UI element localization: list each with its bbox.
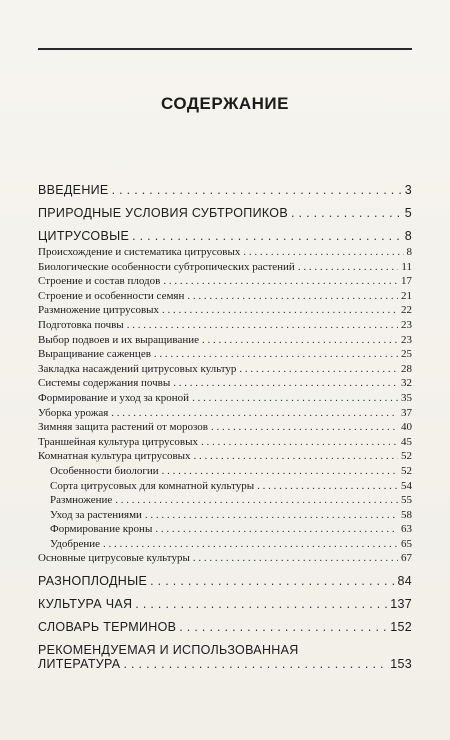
dot-leader (291, 206, 402, 220)
toc-entry-page: 65 (401, 537, 412, 550)
toc-entry[interactable] (38, 406, 412, 421)
toc-entry-label: Уход за растениями (50, 508, 142, 521)
toc-entry-label: Биологические особенности субтропических растений (38, 260, 295, 273)
toc-entry-label: Системы содержания почвы (38, 377, 171, 390)
dot-leader (193, 551, 398, 566)
dot-leader (179, 620, 387, 634)
toc-entry-label: Строение и состав плодов (38, 275, 161, 288)
toc-entry-page: 22 (401, 304, 412, 317)
toc-entry-label-line1: РЕКОМЕНДУЕМАЯ И ИСПОЛЬЗОВАННАЯ (38, 643, 299, 658)
toc-entry-label: Сорта цитрусовых для комнатной культуры (50, 479, 255, 492)
dot-leader (202, 333, 398, 348)
toc-entry[interactable] (38, 260, 412, 275)
toc-entry[interactable] (38, 229, 412, 243)
toc-entry-label: Основные цитрусовые культуры (38, 552, 190, 565)
toc-entry-label: Формирование и уход за кроной (38, 391, 190, 404)
dot-leader (154, 347, 398, 362)
toc-entry[interactable] (38, 551, 412, 566)
toc-entry[interactable] (38, 376, 412, 391)
dot-leader (150, 574, 394, 588)
dot-leader (162, 464, 398, 479)
dot-leader (187, 289, 398, 304)
toc-entry[interactable] (38, 274, 412, 289)
toc-entry-page: 40 (401, 421, 412, 434)
toc-entry-label: Закладка насаждений цитрусовых культур (38, 362, 237, 375)
toc-subentry[interactable] (38, 464, 412, 479)
toc-entry-label: Размножение цитрусовых (38, 304, 160, 317)
toc-entry-page: 152 (390, 620, 412, 635)
toc-entry-page: 8 (404, 229, 412, 243)
toc-entry[interactable] (38, 574, 412, 588)
dot-leader (127, 318, 398, 333)
toc-entry-page: 55 (401, 494, 412, 507)
toc-entry-page: 23 (401, 333, 412, 346)
dot-leader (173, 376, 398, 391)
toc-entry[interactable] (38, 435, 412, 450)
dot-leader (112, 183, 402, 197)
dot-leader (103, 537, 398, 552)
page-title: СОДЕРЖАНИЕ (161, 94, 289, 113)
toc-subentry[interactable] (38, 537, 412, 552)
toc-entry-page: 58 (401, 508, 412, 521)
toc-subentry[interactable] (38, 522, 412, 537)
toc-subentry[interactable] (38, 508, 412, 523)
dot-leader (145, 508, 398, 523)
toc-subentry[interactable] (38, 493, 412, 508)
dot-leader (239, 362, 398, 377)
toc-entry-page: 5 (404, 206, 412, 220)
toc-entry-page: 17 (401, 275, 412, 288)
toc-entry[interactable] (38, 318, 412, 333)
toc-entry-page: 11 (401, 260, 412, 273)
toc-entry[interactable] (38, 183, 412, 197)
toc-entry-page: 21 (401, 289, 412, 302)
toc-entry-page: 8 (406, 246, 412, 258)
toc-entry[interactable] (38, 620, 412, 634)
toc-entry-page: 137 (390, 597, 412, 612)
toc-entry-page: 28 (401, 362, 412, 375)
toc-entry-page: 25 (401, 348, 412, 361)
toc-entry-page: 63 (401, 523, 412, 536)
toc-subentry[interactable] (38, 479, 412, 494)
dot-leader (135, 597, 387, 611)
toc-entry-label: Уборка урожая (38, 406, 109, 419)
toc-entry-label: ПРИРОДНЫЕ УСЛОВИЯ СУБТРОПИКОВ (38, 206, 288, 220)
dot-leader (257, 479, 398, 494)
toc-entry[interactable] (38, 303, 412, 318)
toc-entry-page: 84 (397, 574, 412, 589)
dot-leader (115, 493, 398, 508)
toc-entry[interactable] (38, 206, 412, 220)
dot-leader (243, 245, 403, 260)
toc-entry-label: РАЗНОПЛОДНЫЕ (38, 574, 148, 589)
toc-entry-label: ЦИТРУСОВЫЕ (38, 229, 130, 243)
toc-entry-line2 (38, 657, 412, 671)
toc-entry[interactable] (38, 333, 412, 348)
toc-entry-label: Удобрение (50, 537, 100, 550)
toc-entry-label: Зимняя защита растений от морозов (38, 421, 208, 434)
toc-entry-page: 3 (404, 183, 412, 197)
toc-entry-label-line2: ЛИТЕРАТУРА (38, 657, 121, 672)
dot-leader (132, 229, 402, 243)
top-rule (38, 48, 412, 50)
dot-leader (155, 522, 398, 537)
toc-entry-label: Траншейная культура цитрусовых (38, 435, 199, 448)
toc-entry-page: 35 (401, 391, 412, 404)
toc-entry-label: Выращивание саженцев (38, 348, 151, 361)
toc-entry-page: 54 (401, 479, 412, 492)
toc-entry-label: КУЛЬТУРА ЧАЯ (38, 597, 133, 612)
dot-leader (163, 274, 398, 289)
dot-leader (211, 420, 398, 435)
toc-entry-label: Особенности биологии (50, 464, 159, 477)
toc-entry[interactable] (38, 597, 412, 611)
dot-leader (194, 449, 398, 464)
toc-entry[interactable] (38, 289, 412, 304)
toc-entry[interactable] (38, 245, 412, 260)
toc-entry-page: 52 (401, 450, 412, 463)
toc-entry-label: Происхождение и систематика цитрусовых (38, 246, 241, 258)
toc-entry-label: Строение и особенности семян (38, 289, 185, 302)
toc-entry[interactable] (38, 391, 412, 406)
toc-entry[interactable] (38, 449, 412, 464)
toc-entry[interactable] (38, 347, 412, 362)
table-of-contents (38, 183, 412, 671)
dot-leader (201, 435, 398, 450)
toc-entry-label: Выбор подвоев и их выращивание (38, 333, 200, 346)
dot-leader (192, 391, 398, 406)
toc-entry-label: Формирование кроны (50, 523, 153, 536)
toc-entry[interactable] (38, 643, 412, 671)
dot-leader (162, 303, 398, 318)
toc-entry-page: 52 (401, 464, 412, 477)
toc-entry-page: 67 (401, 552, 412, 565)
toc-entry-label: СЛОВАРЬ ТЕРМИНОВ (38, 620, 177, 635)
toc-entry-page: 45 (401, 435, 412, 448)
toc-entry[interactable] (38, 420, 412, 435)
dot-leader (111, 406, 398, 421)
toc-entry-page: 23 (401, 318, 412, 331)
toc-entry[interactable] (38, 362, 412, 377)
dot-leader (298, 260, 399, 275)
toc-entry-page: 32 (401, 377, 412, 390)
toc-entry-label: Размножение (50, 494, 113, 507)
toc-entry-page: 153 (390, 657, 412, 672)
toc-entry-page: 37 (401, 406, 412, 419)
toc-entry-label: Комнатная культура цитрусовых (38, 450, 191, 463)
toc-entry-label: ВВЕДЕНИЕ (38, 183, 109, 197)
dot-leader (123, 657, 387, 671)
toc-entry-label: Подготовка почвы (38, 318, 124, 331)
